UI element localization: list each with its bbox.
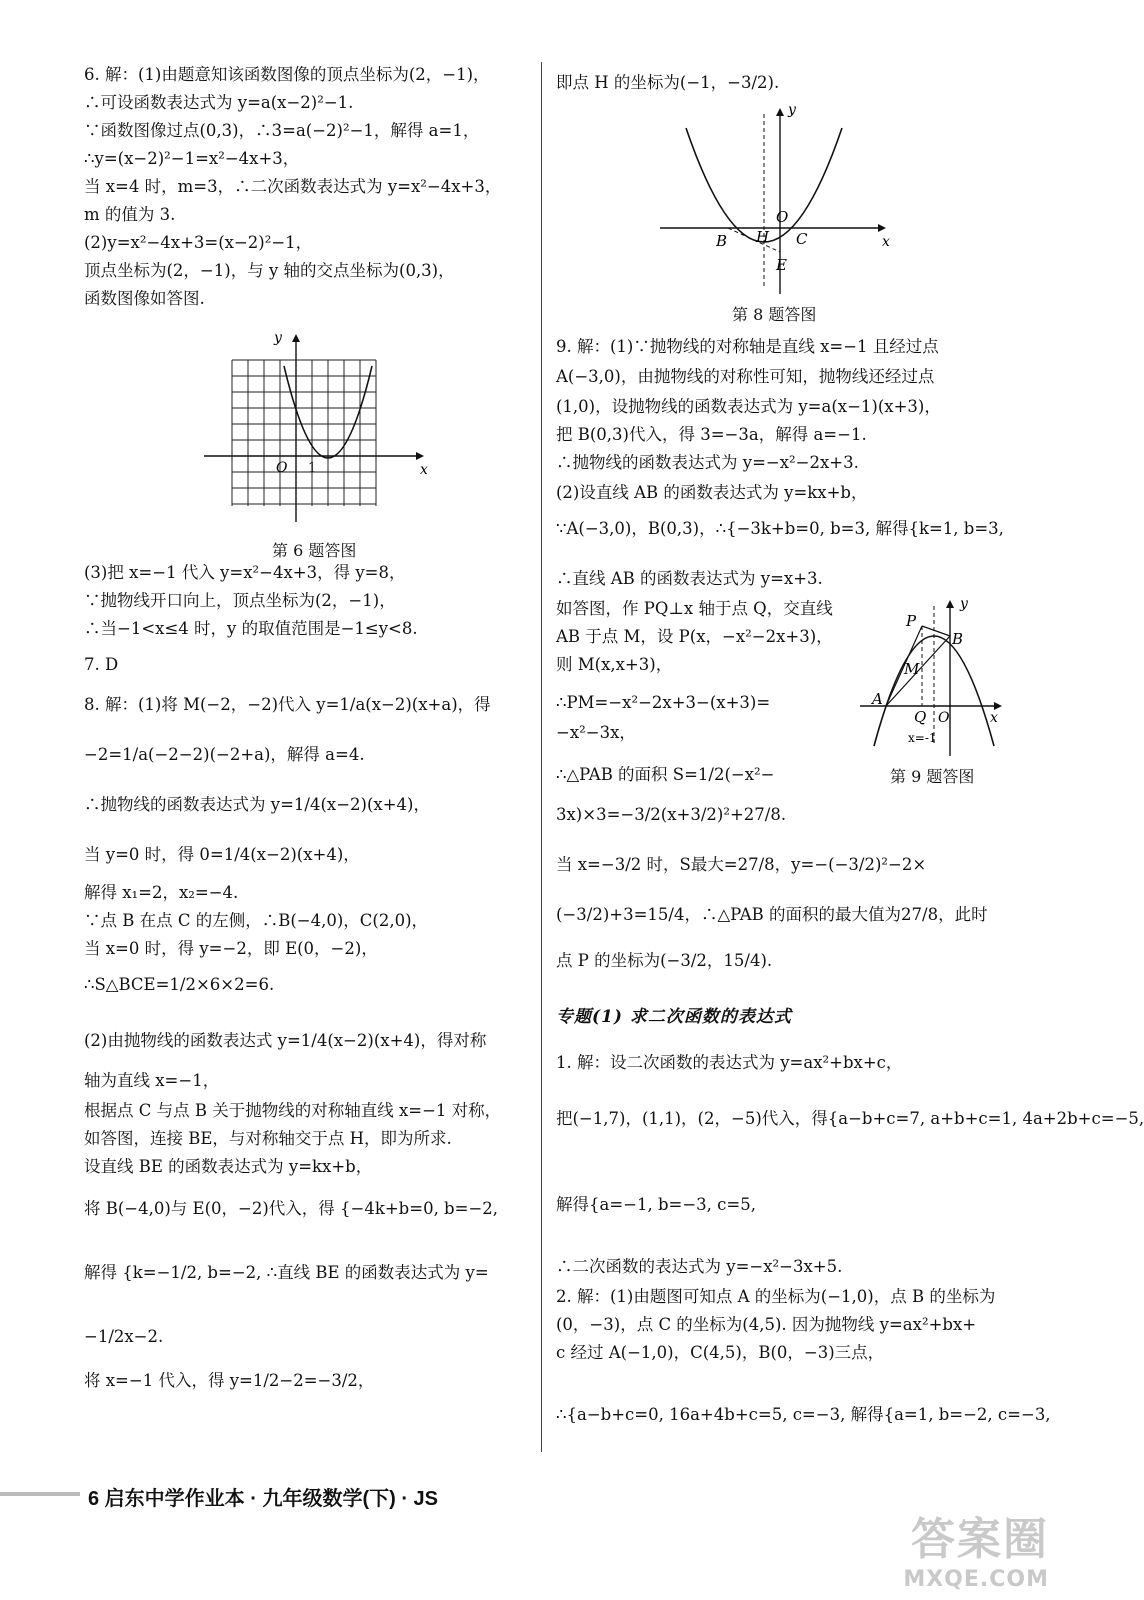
page-footer: 6 启东中学作业本 · 九年级数学(下) · JS	[88, 1488, 439, 1510]
left-line: m 的值为 3.	[84, 205, 176, 224]
fig9-point-q: Q	[914, 708, 927, 726]
left-line: 函数图像如答图.	[84, 289, 205, 308]
right-line: ∴二次函数的表达式为 y=−x²−3x+5.	[556, 1257, 843, 1276]
fig9-x-label: x	[990, 710, 998, 726]
left-line: −1/2x−2.	[84, 1327, 164, 1346]
fig6-graph	[200, 326, 430, 526]
right-line: 即点 H 的坐标为(−1，−3/2).	[556, 73, 780, 92]
fig6-x-label: x	[420, 462, 428, 478]
left-line: 顶点坐标为(2，−1)，与 y 轴的交点坐标为(0,3)，	[84, 261, 455, 280]
fig9-point-m: M	[904, 660, 920, 678]
right-line: A(−3,0)，由抛物线的对称性可知，抛物线还经过点	[556, 367, 935, 386]
fig8-point-c: C	[796, 230, 808, 248]
fig6-caption: 第 6 题答图	[272, 541, 357, 560]
fig9-point-a: A	[872, 690, 883, 708]
left-line: 8. 解：(1)将 M(−2，−2)代入 y=1/a(x−2)(x+a)，得	[84, 695, 491, 714]
fig8-y-label: y	[788, 102, 796, 118]
left-line: −2=1/a(−2−2)(−2+a)，解得 a=4.	[84, 745, 365, 764]
right-line: 3x)×3=−3/2(x+3/2)²+27/8.	[556, 805, 787, 824]
right-line: 点 P 的坐标为(−3/2，15/4).	[556, 951, 773, 970]
fig9-origin-label: O	[938, 710, 950, 726]
watermark-bottom: MXQE.COM	[903, 1567, 1049, 1592]
right-line: −x²−3x，	[556, 723, 636, 742]
fig8-x-label: x	[882, 234, 890, 250]
left-line: ∴y=(x−2)²−1=x²−4x+3，	[84, 149, 300, 168]
left-line: 将 x=−1 代入，得 y=1/2−2=−3/2，	[84, 1371, 375, 1390]
right-line: 9. 解：(1)∵抛物线的对称轴是直线 x=−1 且经过点	[556, 337, 939, 356]
right-line: c 经过 A(−1,0)，C(4,5)，B(0，−3)三点，	[556, 1343, 885, 1362]
right-line: 解得{a=−1, b=−3, c=5,	[556, 1195, 756, 1214]
right-line: 当 x=−3/2 时，S最大=27/8，y=−(−3/2)²−2×	[556, 855, 927, 874]
right-line: 如答图，作 PQ⊥x 轴于点 Q，交直线	[556, 599, 833, 618]
fig6-tick-1: 1	[308, 461, 317, 476]
right-line: ∴直线 AB 的函数表达式为 y=x+3.	[556, 569, 823, 588]
right-line: 把 B(0,3)代入，得 3=−3a，解得 a=−1.	[556, 425, 867, 444]
watermark-top: 答案圈	[911, 1514, 1049, 1565]
watermark	[903, 1503, 1049, 1592]
fig9-axis-label: x=-1	[908, 731, 937, 745]
left-line: (3)把 x=−1 代入 y=x²−4x+3，得 y=8，	[84, 563, 406, 582]
fig9-caption: 第 9 题答图	[890, 767, 975, 786]
right-line: (1,0)，设抛物线的函数表达式为 y=a(x−1)(x+3)，	[556, 397, 941, 416]
right-line: (0，−3)，点 C 的坐标为(4,5). 因为抛物线 y=ax²+bx+	[556, 1315, 977, 1334]
left-line: 解得 {k=−1/2, b=−2, ∴直线 BE 的函数表达式为 y=	[84, 1263, 489, 1282]
left-line: ∵函数图像过点(0,3)，∴3=a(−2)²−1，解得 a=1，	[84, 121, 480, 140]
right-line: (−3/2)+3=15/4，∴△PAB 的面积的最大值为27/8，此时	[556, 905, 988, 924]
fig8-graph	[656, 104, 896, 300]
fig6-origin-label: O	[276, 460, 288, 476]
column-divider	[541, 62, 542, 1452]
right-line: ∴抛物线的函数表达式为 y=−x²−2x+3.	[556, 453, 859, 472]
fig8-point-h: H	[756, 228, 770, 246]
left-line: ∴抛物线的函数表达式为 y=1/4(x−2)(x+4)，	[84, 795, 430, 814]
footer-bar	[0, 1492, 80, 1496]
right-line: AB 于点 M，设 P(x，−x²−2x+3)，	[556, 627, 833, 646]
left-line: ∵点 B 在点 C 的左侧，∴B(−4,0)，C(2,0)，	[84, 911, 429, 930]
left-line: (2)由抛物线的函数表达式 y=1/4(x−2)(x+4)，得对称	[84, 1031, 487, 1050]
left-line: ∴可设函数表达式为 y=a(x−2)²−1.	[84, 93, 354, 112]
left-line: 当 y=0 时，得 0=1/4(x−2)(x+4)，	[84, 845, 360, 864]
left-line: ∴S△BCE=1/2×6×2=6.	[84, 975, 275, 994]
left-line: 当 x=4 时，m=3，∴二次函数表达式为 y=x²−4x+3，	[84, 177, 502, 196]
left-line: 将 B(−4,0)与 E(0，−2)代入，得 {−4k+b=0, b=−2,	[84, 1199, 499, 1218]
left-line: 根据点 C 与点 B 关于抛物线的对称轴直线 x=−1 对称，	[84, 1101, 502, 1120]
fig9-y-label: y	[960, 596, 968, 612]
left-line: (2)y=x²−4x+3=(x−2)²−1，	[84, 233, 313, 252]
left-line: 如答图，连接 BE，与对称轴交于点 H，即为所求.	[84, 1129, 452, 1148]
right-line: ∴△PAB 的面积 S=1/2(−x²−	[556, 765, 775, 784]
fig9-graph	[858, 596, 1008, 758]
right-line: (2)设直线 AB 的函数表达式为 y=kx+b，	[556, 483, 868, 502]
fig8-caption: 第 8 题答图	[732, 305, 817, 324]
left-line: 解得 x₁=2，x₂=−4.	[84, 883, 239, 902]
right-line: 1. 解：设二次函数的表达式为 y=ax²+bx+c，	[556, 1053, 903, 1072]
left-line: 当 x=0 时，得 y=−2，即 E(0，−2)，	[84, 939, 378, 958]
left-line: ∴当−1<x≤4 时，y 的取值范围是−1≤y<8.	[84, 619, 418, 638]
fig8-point-b: B	[716, 232, 728, 250]
right-line: 2. 解：(1)由题图可知点 A 的坐标为(−1,0)，点 B 的坐标为	[556, 1287, 996, 1306]
right-line: ∴{a−b+c=0, 16a+4b+c=5, c=−3, 解得{a=1, b=−2, c=−3,	[556, 1405, 1051, 1424]
right-line: ∴PM=−x²−2x+3−(x+3)=	[556, 693, 771, 712]
left-line: 6. 解：(1)由题意知该函数图像的顶点坐标为(2，−1)，	[84, 65, 490, 84]
left-line: 7. D	[84, 655, 119, 674]
fig8-point-e: E	[776, 256, 787, 274]
section-heading: 专题(1) 求二次函数的表达式	[556, 1007, 792, 1027]
fig6-y-label: y	[274, 330, 282, 346]
left-line: ∵抛物线开口向上，顶点坐标为(2，−1)，	[84, 591, 396, 610]
fig9-point-p: P	[906, 612, 917, 630]
left-line: 轴为直线 x=−1，	[84, 1071, 220, 1090]
fig9-point-b: B	[952, 630, 964, 648]
right-line: 则 M(x,x+3)，	[556, 655, 673, 674]
left-line: 设直线 BE 的函数表达式为 y=kx+b，	[84, 1157, 373, 1176]
right-line: ∵A(−3,0)，B(0,3)，∴{−3k+b=0, b=3, 解得{k=1, b=3,	[556, 519, 1004, 538]
fig8-origin-label: O	[776, 208, 789, 226]
right-line: 把(−1,7)，(1,1)，(2，−5)代入，得{a−b+c=7, a+b+c=1, 4a+2b+c=−5,	[556, 1109, 1144, 1128]
